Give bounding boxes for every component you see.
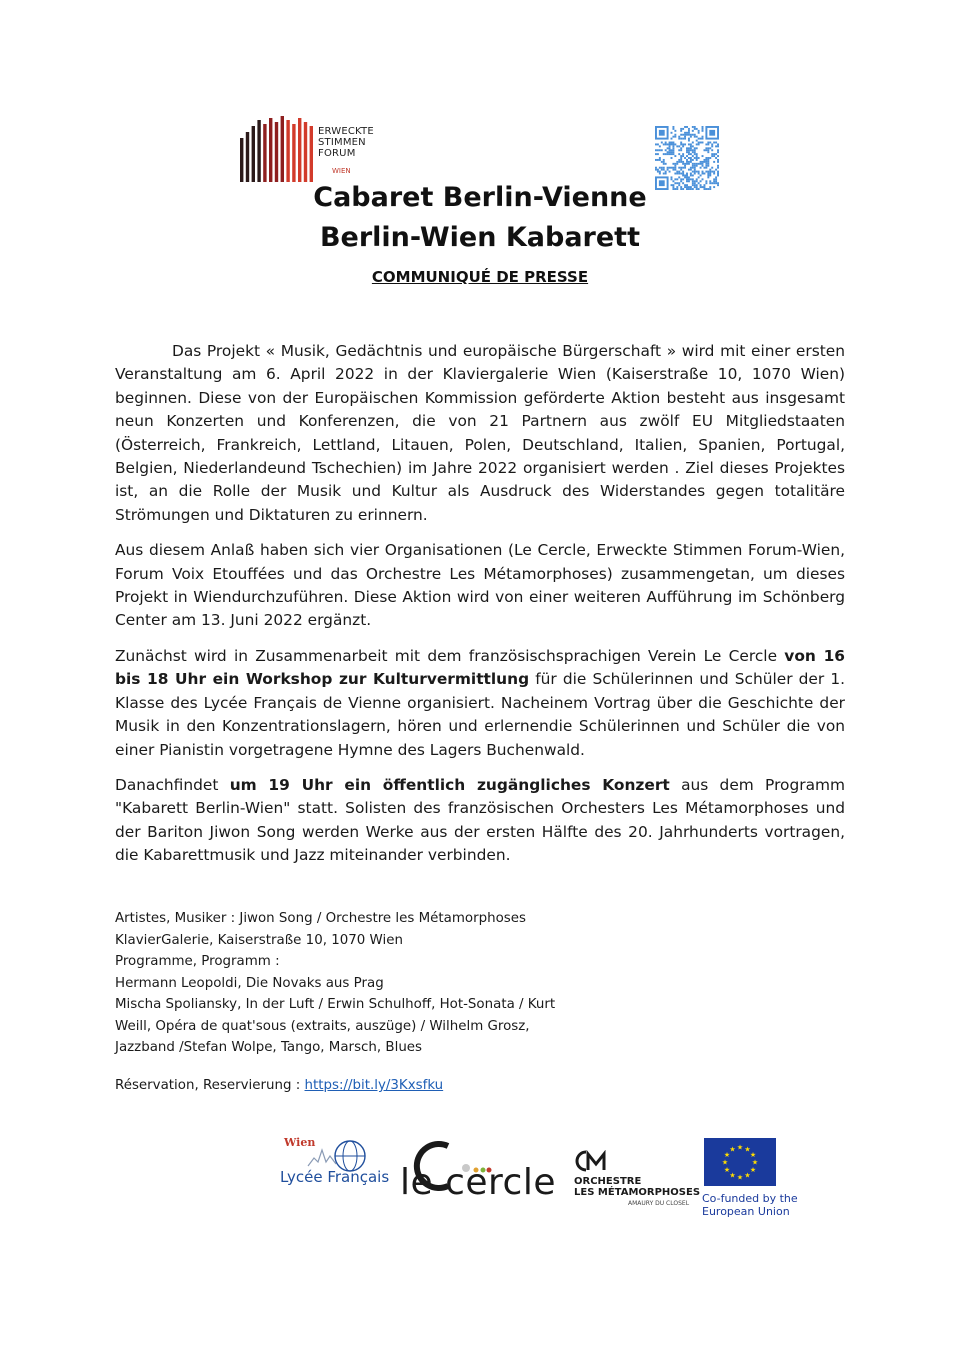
svg-text:★: ★: [721, 1158, 729, 1167]
esf-logo-line: ERWECKTE: [318, 126, 374, 137]
svg-text:★: ★: [729, 1145, 736, 1154]
workshop-text: Zunächst wird in Zusammenarbeit mit dem französischsprachigen Verein Le Cercle: [115, 646, 785, 665]
info-line: Mischa Spoliansky, In der Luft / Erwin Schulhoff, Hot-Sonata / Kurt: [115, 997, 556, 1012]
info-line: Jazzband /Stefan Wolpe, Tango, Marsch, Blues: [115, 1040, 423, 1055]
paragraph-concert: [115, 774, 845, 868]
info-line: Hermann Leopoldi, Die Novaks aus Prag: [115, 975, 384, 991]
svg-text:★: ★: [744, 1171, 751, 1180]
svg-text:★: ★: [723, 1151, 731, 1159]
press-release-body: [115, 340, 845, 880]
reservation-label: Réservation, Reservierung :: [115, 1078, 305, 1093]
paragraph-workshop: [115, 645, 845, 762]
eu-line: European Union: [702, 1205, 790, 1218]
workshop-text: für die Schülerinnen und Schüler der 1. Klasse des Lycée Français de Vienne organisiert. Nacheinem Vortrag über die Geschichte der Musik in den Konzentrationslagern, hören und erlernendie Schülerinnen und Schüler die von einer Pianistin vorgetragene Hymne des Lagers Buchenwald.: [115, 670, 846, 759]
svg-text:★: ★: [749, 1166, 757, 1174]
concert-time-highlight: um 19 Uhr ein öffentlich zugängliches Konzert: [229, 775, 670, 794]
page-title-german: Berlin-Wien Kabarett: [319, 222, 641, 253]
lycee-francais-logo: [278, 1136, 394, 1208]
reservation-line: [115, 1078, 443, 1093]
workshop-time-highlight: von 16 bis 18 Uhr ein Workshop zur Kulturvermittlung: [115, 646, 845, 689]
eu-cofunded-text: [702, 1192, 798, 1218]
om-line: ORCHESTRE: [574, 1176, 642, 1187]
info-line: Artistes, Musiker : Jiwon Song / Orchestre les Métamorphoses: [115, 911, 526, 926]
svg-text:★: ★: [736, 1143, 744, 1152]
paragraph-organisations: Aus diesem Anlaß haben sich vier Organisationen (Le Cercle, Erweckte Stimmen Forum-Wien, Forum Voix Etouffées und das Orchestre Les Métamorphoses) zusammengetan, um dieses Projekt in Wiendurchzuführen. Diese Aktion wird von einer weiteren Aufführung im Schönberg Center am 13. Juni 2022 ergänzt.: [115, 541, 845, 630]
om-name: [574, 1176, 700, 1198]
eu-line: Co-funded by the: [702, 1192, 798, 1205]
esf-logo-line: STIMMEN: [318, 137, 366, 148]
esf-logo-city: WIEN: [332, 167, 351, 175]
le-cercle-logo: [396, 1136, 556, 1206]
page-title-french: Cabaret Berlin-Vienne: [313, 182, 647, 213]
erweckte-stimmen-forum-logo: [238, 116, 378, 186]
svg-text:★: ★: [723, 1166, 731, 1174]
eu-flag-icon: [704, 1138, 776, 1186]
le-cercle-name: le cercle: [400, 1162, 556, 1203]
orchestre-les-metamorphoses-logo: [572, 1150, 701, 1210]
om-conductor: AMAURY DU CLOSEL: [628, 1200, 690, 1207]
reservation-link[interactable]: https://bit.ly/3Kxsfku: [304, 1078, 444, 1093]
info-line: Weill, Opéra de quat'sous (extraits, auszüge) / Wilhelm Grosz,: [115, 1018, 530, 1034]
eu-stars-icon: [704, 1138, 776, 1186]
svg-text:★: ★: [736, 1173, 744, 1182]
concert-text: Danachfindet: [115, 775, 230, 794]
info-line: KlavierGalerie, Kaiserstraße 10, 1070 Wien: [115, 932, 403, 948]
event-info-list: [115, 908, 715, 1059]
eu-cofunded-logo: [702, 1138, 798, 1222]
om-line: LES MÉTAMORPHOSES: [574, 1187, 701, 1198]
svg-text:★: ★: [729, 1171, 736, 1180]
esf-logo-text: [318, 126, 374, 159]
om-monogram-icon: [574, 1150, 614, 1174]
lycee-city: Wien: [284, 1136, 316, 1149]
svg-text:★: ★: [749, 1151, 757, 1159]
concert-text: aus dem Programm "Kabarett Berlin-Wien" statt. Solisten des französischen Orchesters Les Métamorphoses und der Bariton Jiwon Song werden Werke aus der ersten Hälfte des 20. Jahrhunderts vortragen, die Kabarettmusik und Jazz miteinander verbinden.: [115, 775, 845, 865]
paragraph-intro: Das Projekt « Musik, Gedächtnis und europäische Bürgerschaft » wird mit einer ersten Veranstaltung am 6. April 2022 in der Klaviergalerie Wien (Kaiserstraße 10, 1070 Wien) beginnen. Diese von der Europäischen Kommission geförderte Aktion besteht aus insgesamt neun Konzerten und Konferenzen, die von 21 Partnern aus zwölf EU Mitgliedstaaten (Österreich, Frankreich, Lettland, Litauen, Polen, Deutschland, Italien, Spanien, Portugal, Belgien, Niederlandeund Tschechien) im Jahre 2022 organisiert werden . Ziel dieses Projektes ist, an die Rolle der Musik und Kultur als Ausdruck des Widerstandes gegen totalitäre Strömungen und Diktaturen zu erinnern.: [115, 342, 845, 524]
svg-text:★: ★: [744, 1145, 751, 1154]
press-release-heading: COMMUNIQUÉ DE PRESSE: [371, 268, 589, 286]
lycee-name: Lycée Français: [280, 1168, 390, 1186]
info-line: Programme, Programm :: [115, 954, 280, 969]
piano-bars-icon: [238, 116, 318, 182]
svg-text:★: ★: [751, 1158, 759, 1167]
qr-code-icon[interactable]: [654, 126, 720, 190]
esf-logo-line: FORUM: [318, 148, 356, 159]
